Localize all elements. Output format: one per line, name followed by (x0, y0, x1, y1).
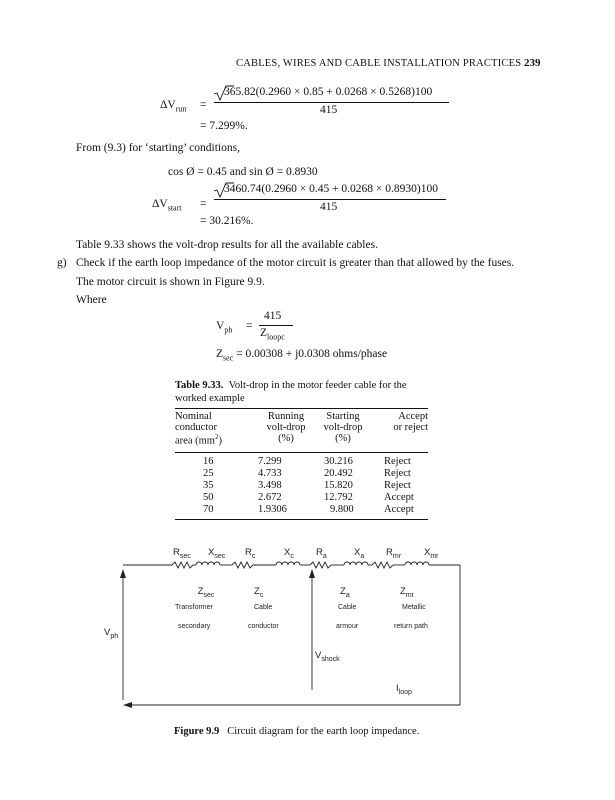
label-r-mr: $R_{mr}$ (386, 547, 402, 560)
cell-decision: Reject (384, 468, 411, 479)
eq-start-denominator: 415 (320, 201, 338, 213)
z-a-line1: Cable (338, 604, 357, 611)
eq-vph-numerator: 415 (264, 310, 282, 322)
label-x-sec: $X_{sec}$ (208, 547, 226, 560)
eq-run-result: = 7.299%. (200, 120, 248, 132)
vshock-label: $V_{shock}$ (315, 650, 340, 663)
eq-start-numerator: 3460.74(0.2960 × 0.45 + 0.0268 × 0.8930)100 (224, 183, 438, 195)
label-x-c: $X_c$ (284, 547, 294, 560)
eq-vph-lhs: $V_{ph}$ (216, 320, 233, 335)
para-motor: The motor circuit is shown in Figure 9.9. (76, 276, 265, 288)
para-where: Where (76, 294, 107, 306)
cell-area: 35 (203, 480, 214, 491)
vph-arrow-icon (120, 569, 126, 578)
z-sec-block: $Z_{sec}$ (197, 586, 215, 599)
cell-area: 70 (203, 504, 214, 515)
label-r-a: $R_a$ (316, 547, 327, 560)
col-header-accept: Accept or reject (393, 411, 428, 433)
table-caption: Table 9.33. Volt-drop in the motor feeder cable for the (175, 380, 407, 391)
cell-area: 50 (203, 492, 214, 503)
cell-decision: Reject (384, 456, 411, 467)
eq-start-result: = 30.216%. (200, 215, 254, 227)
label-x-a: $X_a$ (354, 547, 365, 560)
cell-decision: Accept (384, 504, 414, 515)
z-c-line1: Cable (254, 604, 273, 611)
eq-run-lhs: $\Delta V_{run}$ (160, 99, 187, 114)
running-title: CABLES, WIRES AND CABLE INSTALLATION PRACTICES (236, 58, 522, 69)
cell-starting: 30.216 (324, 456, 353, 467)
cell-running: 1.9306 (258, 504, 287, 515)
z-c-label: $Z_c$ (254, 586, 264, 599)
col-header-area: Nominal conductor area $(mm^2)$ (175, 411, 222, 447)
eq-run-numerator: 365.82(0.2960 × 0.85 + 0.0268 × 0.5268)100 (224, 86, 433, 98)
eq-run-denominator: 415 (320, 104, 338, 116)
item-g-label: g) (57, 257, 67, 269)
cell-starting: 15.820 (324, 480, 353, 491)
eq-zsec: $Z_{sec} = 0.00308 + j0.0308$ ohms/phase (216, 348, 388, 363)
table-caption-line2: worked example (175, 393, 245, 404)
cell-starting: 9.800 (330, 504, 354, 515)
item-g-text: Check if the earth loop impedance of the motor circuit is greater than that allowed by the fuses. (76, 257, 515, 269)
label-x-mr: $X_{mr}$ (424, 547, 439, 560)
label-r-sec: $R_{sec}$ (173, 547, 191, 560)
z-mr-line2: return path (394, 623, 428, 630)
cell-running: 3.498 (258, 480, 282, 491)
eq-vph-denominator: $Z_{loopc}$ (260, 327, 285, 342)
vph-label: $V_{ph}$ (104, 627, 119, 640)
z-sec-line1: Transformer (175, 604, 213, 611)
label-r-c: $R_c$ (245, 547, 256, 560)
iloop-arrow-icon (123, 702, 132, 708)
eq-start-equals: = (200, 198, 207, 210)
z-mr-label: $Z_{mr}$ (400, 586, 414, 599)
figure-caption: Figure 9.9 Circuit diagram for the earth loop impedance. (174, 726, 420, 737)
cell-running: 4.733 (258, 468, 282, 479)
eq-cos-sin: cos Ø = 0.45 and sin Ø = 0.8930 (168, 166, 318, 178)
col-header-running: Running volt-drop (%) (266, 411, 306, 444)
cell-decision: Accept (384, 492, 414, 503)
z-a-line2: armour (336, 623, 359, 630)
cell-starting: 20.492 (324, 468, 353, 479)
z-sec-line2: secondary (178, 623, 211, 630)
cell-area: 25 (203, 468, 214, 479)
cell-decision: Reject (384, 480, 411, 491)
cell-starting: 12.792 (324, 492, 353, 503)
eq-run-equals: = (200, 99, 207, 111)
z-mr-line1: Metallic (402, 604, 426, 611)
eq-start-lhs: $\Delta V_{start}$ (152, 198, 182, 213)
para-table-ref: Table 9.33 shows the volt-drop results for all the available cables. (76, 239, 378, 251)
cell-area: 16 (203, 456, 214, 467)
z-a-label: $Z_a$ (340, 586, 350, 599)
page-number: 239 (524, 57, 541, 69)
iloop-label: $I_{loop}$ (396, 683, 412, 696)
col-header-starting: Starting volt-drop (%) (323, 411, 363, 444)
cell-running: 2.672 (258, 492, 282, 503)
para-starting: From (9.3) for ‘starting’ conditions, (76, 142, 240, 154)
vshock-arrow-icon (309, 569, 315, 578)
z-c-line2: conductor (248, 623, 279, 630)
cell-running: 7.299 (258, 456, 282, 467)
eq-vph-equals: = (246, 320, 253, 332)
